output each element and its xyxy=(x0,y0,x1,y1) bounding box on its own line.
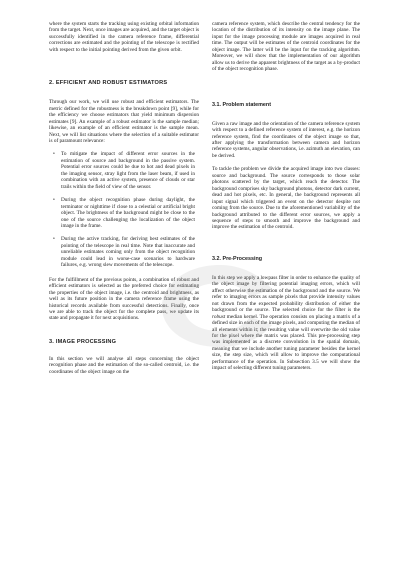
bullet-item: • During the active tracking, for deriving best estimates of the pointing of the telescope in real time. Note that inaccurate and unreliable estimates coming only from the object recognition module could lead in worse-case scenarios to hardware failures, e.g. wrong slew movements of the telescope. xyxy=(61,236,195,268)
paragraph-classes: To tackle the problem we divide the acquired image into two classes: source and background. The source corresponds to those solar photons scattered by the target, which reach the detector. The background comprises sky background photons, detector dark current, dead and hot pixels, etc. In general, the background represents all input signal which triggered an event on the detector despite not coming from the source. Due to the aforementioned variability of the background attributed to the different error sources, we apply a sequence of steps to smooth and improve the background and improve the estimation of the centroid. xyxy=(212,166,360,231)
preprocessing-text-tail: median kernel. The operation consists on placing a matrix of a defined size in each of the image pixels, and computing the median of all elements within it; the resulting value will overwrite the old value for the pixel where the matrix was placed. This pre-processing step was implemented as a discrete convolution in the spatial domain, meaning that we include another tuning parameter besides the kernel size, the step size, which will allow to improve the computational performance of the operation. In Subsection 3.5 we will show the impact of selecting different tuning parameters. xyxy=(212,313,361,372)
paragraph-preprocessing xyxy=(212,275,360,372)
paragraph-intro-continued: where the system starts the tracking using existing orbital information from the target. Next, once images are acquired, and the target object is successfully identified in the camera reference frame, differential corrections are estimated and the pointing of the telescope is rectified with respect to the initial pointing derived from the given orbit. xyxy=(49,21,199,53)
paragraph-estimators: Through our work, we will use robust and efficient estimators. The metric defined for the robustness is the breakdown point [9], while for the efficiency we choose estimators that yield minimum dispersion estimates [9]. An example of a robust estimator is the sample median; likewise, an example of an efficient estimator is the sample mean. Next, we will list situations where the selection of a suitable estimator is of paramount relevance: xyxy=(49,99,199,144)
paragraph-centroid: camera reference system, which describe the central tendency for the location of the distribution of its intensity on the image plane. The input for the image processing module are images acquired in real time. The output will be estimates of the centroid coordinates for the object image. The latter will be the input for the tracking algorithm. Moreover, we will show that the implementation of our algorithm allow us to derive the apparent brightness of the target as a by-product of the object recognition phase. xyxy=(212,21,360,73)
preprocessing-text: In this step we apply a lowpass filter in order to enhance the quality of the object image by filtering potential imaging errors, which will affect otherwise the estimation of the background and the source. We refer to imaging errors as sample pixels that provide intensity values not drawn from the expected probability distribution of either the background or the source. The selected choice for the filter is the xyxy=(212,274,360,314)
section-heading-image-processing: 3. IMAGE PROCESSING xyxy=(49,338,117,345)
bullet-list xyxy=(49,151,199,268)
bullet-item: • During the object recognition phase during daylight, the terminator or nighttime if close to a celestial or artificial bright object. The brightness of the background might be close to the one of the source challenging the localization of the object image in the frame. xyxy=(61,197,195,229)
left-column xyxy=(49,21,199,382)
subsection-heading-problem-statement: 3.1. Problem statement xyxy=(212,101,272,108)
subsection-heading-preprocessing: 3.2. Pre-Processing xyxy=(212,255,263,262)
paragraph-fulfillment: For the fulfillment of the previous points, a combination of robust and efficient estimators is selected as the preferred choice for estimating the properties of the object image, i.e. the centroid and brightness, as well as its future position in the camera reference frame using the historical records available from successful detections. Finally, once we are able to track the object for the complete pass, we update its state and propagate it for next acquisitions. xyxy=(49,276,199,322)
section-heading-estimators: 2. EFFICIENT AND ROBUST ESTIMATORS xyxy=(49,80,168,87)
right-column xyxy=(212,21,360,379)
paragraph-problem: Given a raw image and the orientation of the camera reference system with respect to a defined reference system of interest, e.g. the horizon reference system, find the coordinates of the object image so that, after applying the transformation between camera and horizon reference systems, angular observations, i.e. azimuth an elevation, can be derived. xyxy=(212,120,360,159)
bullet-item: • To mitigate the impact of different error sources in the estimation of source and background in the passive system. Potential error sources could be due to hot and dead pixels in the imaging sensor, stray light from the laser beam, if used in combination with an active system, presence of clouds or star trails within the field of view of the sensor. xyxy=(61,151,195,190)
robust-emphasis: robust xyxy=(212,313,226,320)
paragraph-image-processing: In this section we will analyse all steps concerning the object recognition phase and the estimation of the so-called centroid, i.e. the coordinates of the object image on the xyxy=(49,355,199,375)
